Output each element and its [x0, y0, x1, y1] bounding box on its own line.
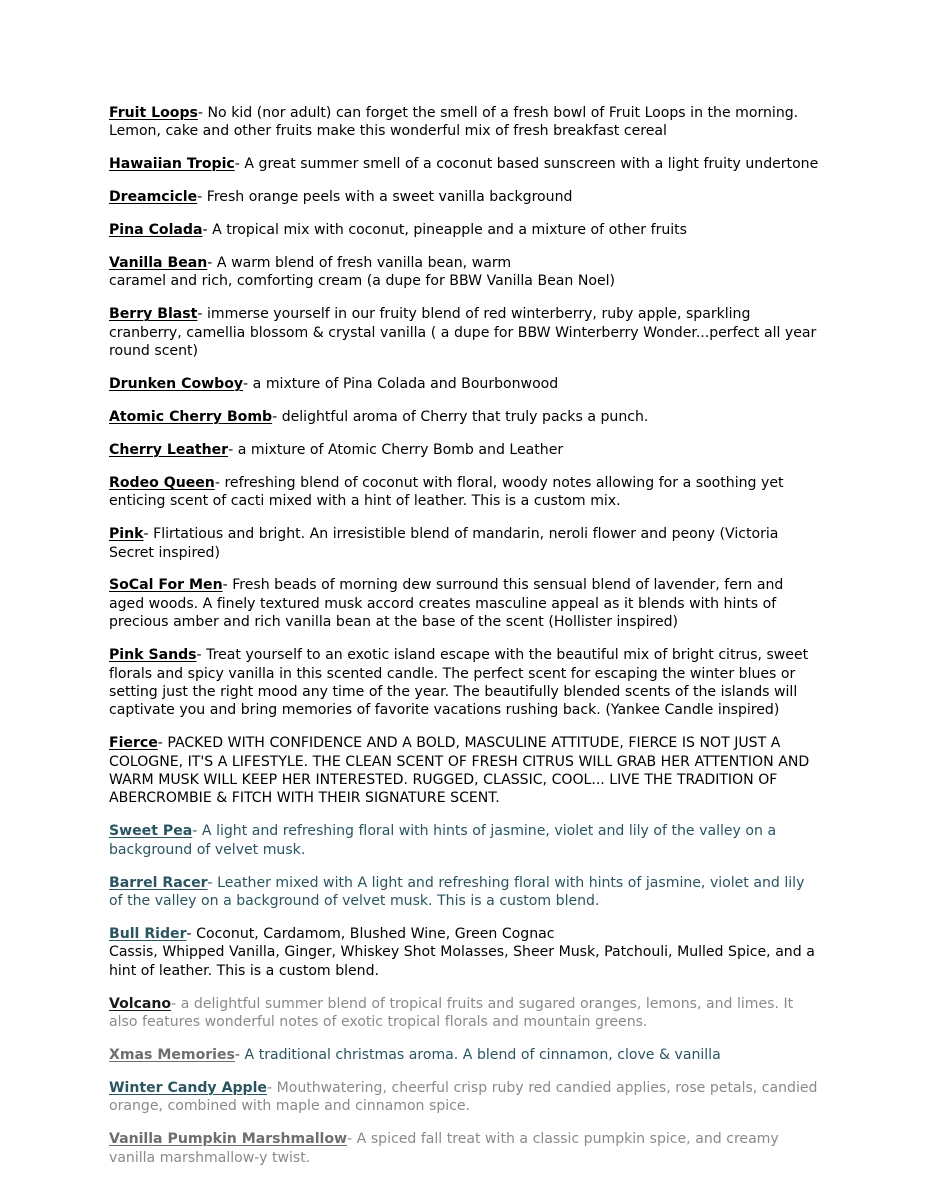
scent-entry [109, 925, 819, 980]
scent-entry [109, 408, 819, 426]
scent-entry [109, 525, 819, 562]
scent-name: Hawaiian Tropic [109, 156, 235, 173]
scent-name: Bull Rider [109, 926, 187, 942]
scent-entry [109, 1046, 819, 1064]
scent-name: Atomic Cherry Bomb [109, 408, 273, 425]
scent-name: Vanilla Pumpkin Marshmallow [109, 1131, 348, 1148]
scent-description: - delightful aroma of Cherry that truly packs a punch. [272, 408, 649, 425]
scent-description: - Fresh orange peels with a sweet vanilla background [197, 189, 573, 206]
scent-description: - a mixture of Atomic Cherry Bomb and Leather [228, 441, 564, 458]
scent-entry [109, 155, 819, 173]
scent-entry [109, 734, 819, 808]
scent-entry [109, 822, 819, 859]
scent-name: Rodeo Queen [109, 474, 215, 491]
scent-description: - Leather mixed with A light and refreshing floral with hints of jasmine, violet and lily of the valley on a background of velvet musk. This is a custom blend. [109, 874, 805, 910]
scent-description: - Fresh beads of morning dew surround this sensual blend of lavender, fern and aged woods. A finely textured musk accord creates masculine appeal as it blends with hints of precious amber and rich vanilla bean at the base of the scent (Hollister inspired) [109, 577, 784, 631]
scent-name: Winter Candy Apple [109, 1079, 267, 1096]
scent-name: Pink Sands [109, 647, 197, 664]
scent-name: SoCal For Men [109, 577, 223, 594]
scent-description: - A light and refreshing floral with hints of jasmine, violet and lily of the valley on a background of velvet musk. [109, 823, 777, 858]
scent-name: Pink [109, 526, 144, 543]
scent-entry [109, 188, 819, 206]
scent-name: Vanilla Bean [109, 255, 208, 272]
scent-name: Cherry Leather [109, 441, 229, 458]
scent-name: Pina Colada [109, 222, 203, 239]
scent-name: Drunken Cowboy [109, 376, 244, 393]
scent-entry [109, 474, 819, 511]
scent-name: Berry Blast [109, 306, 198, 323]
scent-entry [109, 305, 819, 360]
scent-entry [109, 1079, 819, 1116]
scent-name: Fruit Loops [109, 105, 198, 121]
scent-name: Fierce [109, 735, 158, 752]
scent-description: - A traditional christmas aroma. A blend of cinnamon, clove & vanilla [234, 1047, 721, 1064]
scent-name: Volcano [109, 995, 172, 1012]
scent-description: - refreshing blend of coconut with floral, woody notes allowing for a soothing yet enticing scent of cacti mixed with a hint of leather. This is a custom mix. [109, 474, 784, 510]
scent-description: - No kid (nor adult) can forget the smell of a fresh bowl of Fruit Loops in the morning. Lemon, cake and other fruits make this wonderful mix of fresh breakfast cereal [109, 105, 799, 140]
scent-entry [109, 576, 819, 631]
scent-description: - immerse yourself in our fruity blend of red winterberry, ruby apple, sparkling cranberry, camellia blossom & crystal vanilla ( a dupe for BBW Winterberry Wonder...perfect all year round scent) [109, 306, 817, 360]
scent-description: - Coconut, Cardamom, Blushed Wine, Green Cognac Cassis, Whipped Vanilla, Ginger, Whiskey Shot Molasses, Sheer Musk, Patchouli, Mulled Spice, and a hint of leather. This is a custom blend. [109, 926, 815, 979]
scent-list [109, 104, 819, 1167]
scent-description: - A warm blend of fresh vanilla bean, warm caramel and rich, comforting cream (a dupe for BBW Vanilla Bean Noel) [109, 255, 616, 290]
scent-name: Xmas Memories [109, 1047, 235, 1064]
scent-entry [109, 441, 819, 459]
scent-entry [109, 375, 819, 393]
scent-description: - a delightful summer blend of tropical fruits and sugared oranges, lemons, and limes. It also features wonderful notes of exotic tropical florals and mountain greens. [109, 995, 794, 1031]
scent-description: - Mouthwatering, cheerful crisp ruby red candied applies, rose petals, candied orange, combined with maple and cinnamon spice. [109, 1079, 818, 1115]
scent-entry [109, 646, 819, 720]
scent-entry [109, 221, 819, 239]
scent-description: - A spiced fall treat with a classic pumpkin spice, and creamy vanilla marshmallow-y twist. [109, 1131, 779, 1166]
scent-name: Dreamcicle [109, 189, 198, 206]
scent-entry [109, 1130, 819, 1167]
scent-description: - PACKED WITH CONFIDENCE AND A BOLD, MASCULINE ATTITUDE, FIERCE IS NOT JUST A COLOGNE, IT'S A LIFESTYLE. THE CLEAN SCENT OF FRESH CITRUS WILL GRAB HER ATTENTION AND WARM MUSK WILL KEEP HER INTERESTED. RUGGED, CLASSIC, COOL... LIVE THE TRADITION OF ABERCROMBIE & FITCH WITH THEIR SIGNATURE SCENT. [109, 735, 810, 807]
scent-entry [109, 254, 819, 291]
scent-description: - a mixture of Pina Colada and Bourbonwood [243, 376, 559, 393]
scent-description: - Treat yourself to an exotic island escape with the beautiful mix of bright citrus, sweet florals and spicy vanilla in this scented candle. The perfect scent for escaping the winter blues or setting just the right mood any time of the year. The beautifully blended scents of the islands will captivate you and bring memories of favorite vacations rushing back. (Yankee Candle inspired) [109, 647, 809, 719]
scent-name: Barrel Racer [109, 874, 208, 891]
scent-entry [109, 995, 819, 1032]
scent-entry [109, 874, 819, 911]
scent-description: - Flirtatious and bright. An irresistible blend of mandarin, neroli flower and peony (Victoria Secret inspired) [109, 526, 779, 561]
scent-description: - A great summer smell of a coconut based sunscreen with a light fruity undertone [234, 156, 819, 173]
scent-name: Sweet Pea [109, 823, 193, 840]
scent-entry [109, 104, 819, 141]
scent-description: - A tropical mix with coconut, pineapple and a mixture of other fruits [202, 222, 687, 239]
